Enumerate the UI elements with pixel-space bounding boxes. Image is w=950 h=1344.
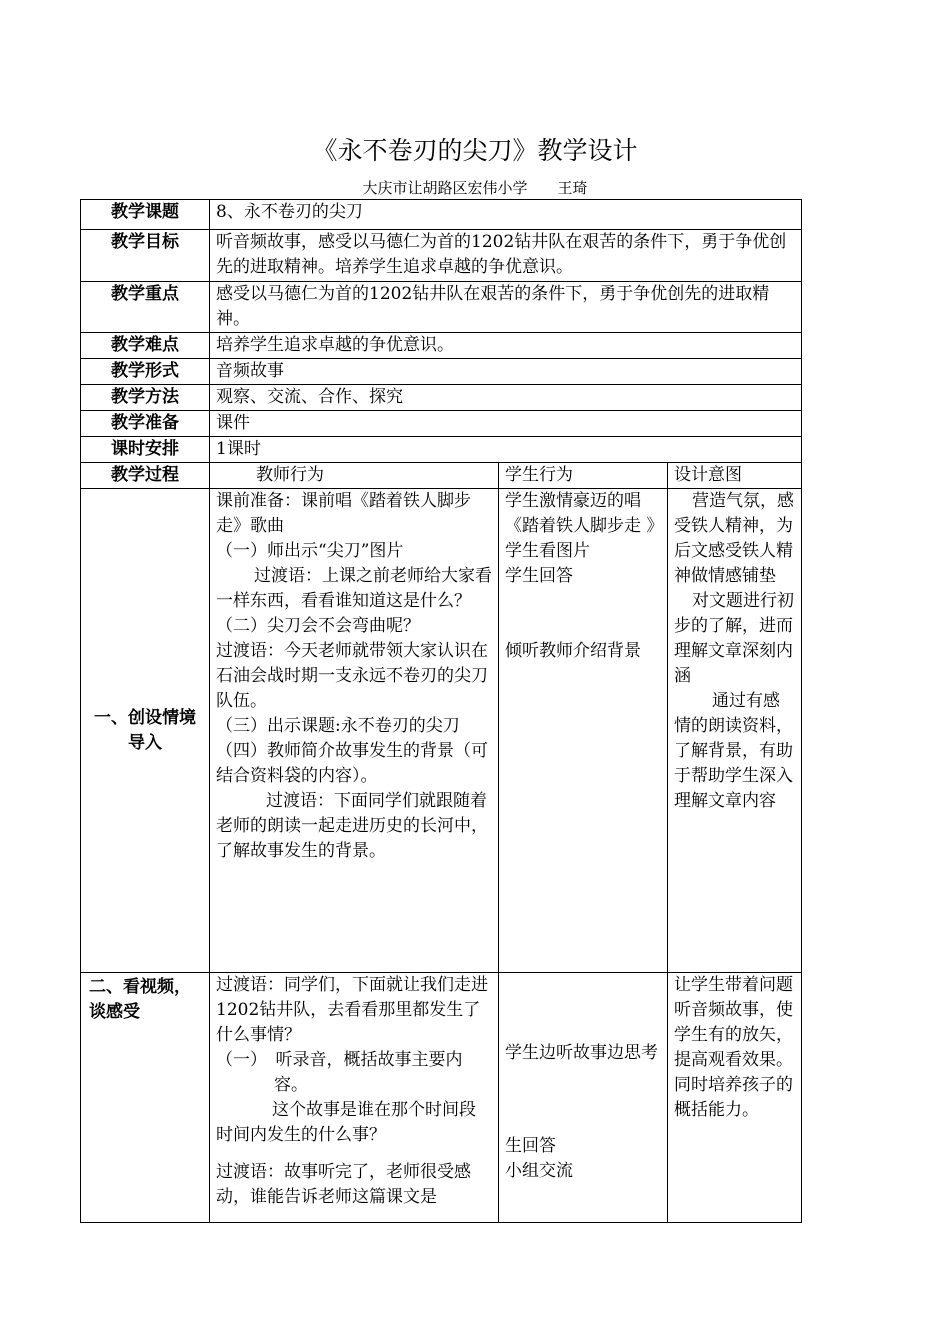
info-row	[81, 282, 802, 333]
info-row	[81, 200, 802, 230]
intent-line: 通过有感情的朗读资料，了解背景，有助于帮助学生深入理解文章内容	[674, 691, 793, 811]
info-value: 1课时	[210, 437, 802, 463]
teacher-line: （四）教师简介故事发生的背景（可结合资料袋的内容）。	[216, 741, 488, 786]
section2-student	[499, 973, 668, 1223]
section-row-1	[81, 489, 802, 973]
section1-teacher	[210, 489, 499, 973]
info-label: 课时安排	[81, 437, 210, 463]
header-teacher: 教师行为	[210, 463, 499, 489]
teacher-line: （三）出示课题:永不卷刃的尖刀	[216, 716, 460, 736]
info-row	[81, 411, 802, 437]
intent-line: 对文题进行初步的了解，进而理解文章深刻内涵	[674, 591, 794, 686]
section1-student	[499, 489, 668, 973]
lesson-plan-table	[80, 199, 802, 1223]
teacher-line: 过渡语：今天老师就带领大家认识在石油会战时期一支永远不卷刃的尖刀队伍。	[216, 641, 488, 711]
info-value: 观察、交流、合作、探究	[210, 385, 802, 411]
info-row	[81, 230, 802, 282]
info-label: 教学准备	[81, 411, 210, 437]
teacher-line: 过渡语：故事听完了，老师很受感动，谁能告诉老师这篇课文是	[216, 1162, 471, 1207]
info-value: 感受以马德仁为首的1202钻井队在艰苦的条件下，勇于争优创先的进取精神。	[210, 282, 802, 333]
teacher-line: 课前准备：课前唱《踏着铁人脚步走》歌曲	[216, 491, 471, 536]
info-row	[81, 333, 802, 359]
info-row	[81, 385, 802, 411]
section-label-line: 谈感受	[89, 1002, 140, 1022]
info-value: 音频故事	[210, 359, 802, 385]
info-value: 听音频故事，感受以马德仁为首的1202钻井队在艰苦的条件下，勇于争优创先的进取精神。培养学生追求卓越的争优意识。	[210, 230, 802, 282]
teacher-line: （一） 听录音，概括故事主要内容。	[216, 1050, 463, 1095]
teacher-line: （一）师出示“尖刀”图片	[216, 541, 404, 561]
document-title: 《永不卷刃的尖刀》教学设计	[312, 136, 638, 165]
teacher-line: 过渡语：上课之前老师给大家看一样东西，看看谁知道这是什么？	[216, 566, 492, 611]
info-label: 教学课题	[81, 200, 210, 230]
school-name: 大庆市让胡路区宏伟小学	[362, 179, 528, 197]
process-label: 教学过程	[81, 463, 210, 489]
info-label: 教学难点	[81, 333, 210, 359]
teacher-line: 过渡语：下面同学们就跟随着老师的朗读一起走进历史的长河中，了解故事发生的背景。	[216, 791, 488, 861]
info-value: 培养学生追求卓越的争优意识。	[210, 333, 802, 359]
info-value: 课件	[210, 411, 802, 437]
teacher-line: 过渡语：同学们，下面就让我们走进1202钻井队，去看看那里都发生了什么事情？	[216, 975, 488, 1045]
intent-line: 让学生带着问题听音频故事，使学生有的放矢，提高观看效果。同时培养孩子的概括能力。	[674, 975, 793, 1120]
info-label: 教学重点	[81, 282, 210, 333]
info-row	[81, 359, 802, 385]
student-line: 倾听教师介绍背景	[505, 641, 641, 661]
author-line	[0, 177, 950, 198]
info-label: 教学方法	[81, 385, 210, 411]
info-label: 教学形式	[81, 359, 210, 385]
header-student: 学生行为	[499, 463, 668, 489]
section-label-2	[81, 973, 210, 1223]
teacher-line: （二）尖刀会不会弯曲呢？	[216, 616, 420, 636]
teacher-line: 这个故事是谁在那个时间段时间内发生的什么事？	[216, 1100, 476, 1145]
student-line: 学生激情豪迈的唱《踏着铁人脚步走 》	[505, 491, 664, 536]
section-row-2	[81, 973, 802, 1223]
author-name: 王琦	[557, 179, 588, 197]
section-label-line: 导入	[128, 732, 162, 753]
section2-intent	[668, 973, 802, 1223]
section2-teacher	[210, 973, 499, 1223]
section-label-line: 一、创设情境	[94, 707, 196, 728]
process-header-row	[81, 463, 802, 489]
section1-intent	[668, 489, 802, 973]
intent-line: 营造气氛，感受铁人精神，为后文感受铁人精神做情感铺垫	[674, 491, 794, 586]
student-line: 学生边听故事边思考	[505, 1043, 658, 1063]
student-line: 学生看图片	[505, 541, 590, 561]
info-value: 8、永不卷刃的尖刀	[210, 200, 802, 230]
student-line: 小组交流	[505, 1161, 573, 1181]
header-intent: 设计意图	[668, 463, 802, 489]
student-line: 生回答	[505, 1136, 556, 1156]
student-line: 学生回答	[505, 566, 573, 586]
section-label-1	[81, 489, 210, 973]
section-label-line: 二、看视频，	[89, 977, 191, 997]
info-label: 教学目标	[81, 230, 210, 282]
info-row	[81, 437, 802, 463]
